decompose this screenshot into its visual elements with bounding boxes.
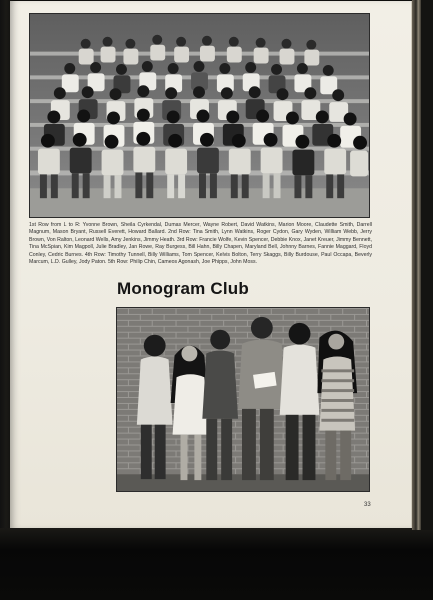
- book-spine-edge: [421, 0, 433, 530]
- photo-caption: 1st Row from L to R: Yvonne Brown, Sheila Cyrkendal, Dumas Mercer, Wayne Robert, David Watkins, Marion Moore, Claudette Smith, Darrell Magnum, Mason Bryant, Russell Everett, Howard Ballard. 2nd Row: Tina Smith, Lynn Watkins, Roger Cydon, Gary Wyden, William Webb, Jerry Brown, Von Ralton, Leonard Wells, Amy Jenkins, Jimmy Heath. 3rd Row: Francie Wolfe, Kevin Spencer, Debbie Knox, Janet Kreuer, Jimmy Bennett, Tina McSpian, Kim Magpoll, Julie Bradley, Jan Rowe, Ray Burgess, Bill Hahn, Billy Chapen, Maryland Bell, Johnny Barnes, Fannie Maggard, Floyd Conley, Cedric Burnes. 4th Row: Timothy Tunnell, Billy Williams, Tom Spencer, Kelvis Bolton, Terry Skaggs, Billy Burdouse, Paul Occapa, Beverly Marcum, L.D. Gulley, Jody Paton. 5th Row: Philip Chin, Cameos Agonash, Joe Phipps, John Moss.: [29, 222, 372, 266]
- book-spine: [412, 0, 421, 530]
- monogram-club-image: [117, 308, 369, 491]
- group-photo-image: [30, 14, 369, 217]
- group-photo-bleachers: [29, 13, 370, 218]
- page-underside-shadow: [0, 528, 433, 600]
- section-title: Monogram Club: [117, 279, 249, 298]
- monogram-club-photo: [116, 307, 370, 492]
- page-number: 33: [364, 502, 371, 508]
